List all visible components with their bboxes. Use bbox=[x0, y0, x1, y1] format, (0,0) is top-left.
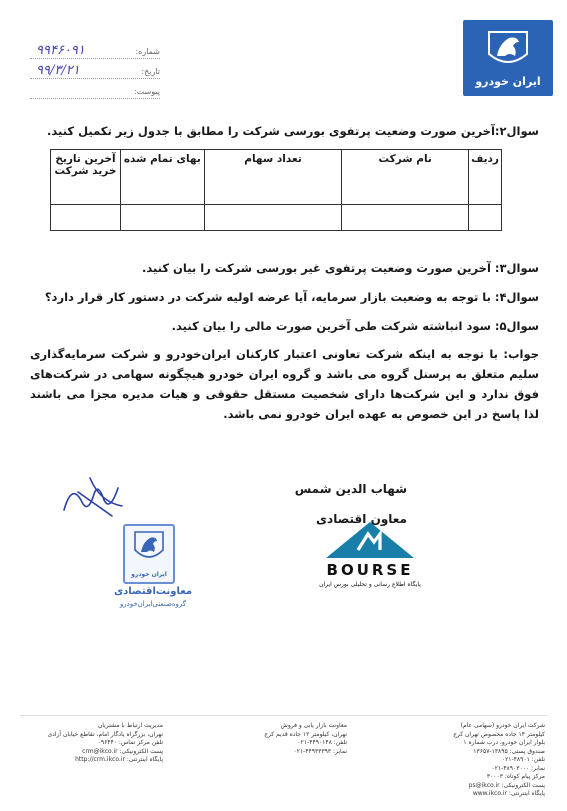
footer-divider bbox=[20, 715, 547, 716]
letter-date-value: ۹۹/۳/۲۱ bbox=[36, 63, 80, 78]
table-header-cell: نام شرکت bbox=[342, 150, 469, 205]
answer-paragraph: جواب: با توجه به اینکه شرکت تعاونی اعتبار کارکنان ایران‌خودرو و شرکت سرمایه‌گذاری سلیم متعلق به پرسنل گروه می باشد و گروه ایران خودرو هیچگونه سهامی در شرکت‌های فوق ندارد و این شرکت‌ها دارای شخصیت مستقل حقوقی و هیات مدیره مجزا می باشند لذا پاسخ در این خصوص به عهده ایران خودرو نمی باشد. bbox=[30, 347, 539, 421]
footer-sales bbox=[235, 722, 347, 802]
footer-line: کیلومتر ۱۴ جاده مخصوص تهران کرج bbox=[453, 730, 545, 738]
table-cell bbox=[342, 205, 469, 231]
footer-crm bbox=[13, 722, 163, 802]
stamp-logo-text: ایران خودرو bbox=[131, 571, 167, 578]
letter-number-label: شماره: bbox=[135, 47, 160, 56]
bourse-tagline: پایگاه اطلاع رسانی و تحلیلی بورس ایران bbox=[319, 581, 421, 588]
stamp-logo bbox=[123, 524, 175, 584]
footer-line: تهران، کیلومتر ۱۲ جاده قدیم کرج bbox=[264, 730, 347, 738]
footer-line: نمابر: ۴۴۹۳۳۳۹۳-۰۲۱ bbox=[293, 747, 347, 755]
table-cell bbox=[51, 205, 121, 231]
footer-line: مرکز پیام کوتاه: ۳۰۰۰۳ bbox=[486, 773, 545, 780]
footer-line: تلفن: ۴۸۹۰۱-۰۲۱ bbox=[501, 756, 545, 763]
portfolio-table bbox=[50, 149, 502, 231]
footer-line: نمابر: ۴۸۹۰۳۰۰۰-۰۲۱ bbox=[491, 764, 545, 772]
table-header-cell: بهای تمام شده bbox=[120, 150, 204, 205]
question-4: سوال۴: با توجه به وضعیت بازار سرمایه، آیا عرضه اولیه شرکت در دستور کار قرار دارد؟ bbox=[44, 290, 539, 304]
question-2: سوال۲:آخرین صورت وضعیت پرتفوی بورسی شرکت را مطابق با جدول زیر تکمیل کنید. bbox=[47, 124, 539, 138]
footer-line: مدیریت ارتباط با مشتریان bbox=[97, 722, 163, 729]
footer-line: شرکت ایران خودرو (سهامی عام) bbox=[460, 722, 545, 729]
letter-date-label: تاریخ: bbox=[141, 67, 160, 76]
company-logo bbox=[463, 20, 553, 96]
footer-line: بلوار ایران خودرو، درب شماره ۱ bbox=[463, 739, 545, 746]
letter-date-row bbox=[30, 62, 160, 79]
footer-line: پایگاه اینترنتی: http://crm.ikco.ir bbox=[75, 756, 163, 763]
table-header-cell: تعداد سهام bbox=[204, 150, 342, 205]
logo-text: ایران خودرو bbox=[475, 75, 541, 88]
table-cell bbox=[469, 205, 502, 231]
footer-line: تهران، بزرگراه یادگار امام، تقاطع خیابان آزادی bbox=[47, 730, 163, 738]
question-5: سوال۵: سود انباشته شرکت طی آخرین صورت مالی را بیان کنید. bbox=[171, 319, 539, 333]
table-header-cell: ردیف bbox=[469, 150, 502, 205]
signatory-name: شهاب الدین شمس bbox=[294, 482, 407, 496]
horse-head-icon bbox=[133, 530, 165, 566]
table-header-row bbox=[51, 150, 502, 205]
signatory-title: معاون اقتصادی bbox=[316, 512, 407, 526]
letter-attachment-label: پیوست: bbox=[133, 87, 160, 96]
horse-head-icon bbox=[485, 28, 531, 70]
table-row bbox=[51, 205, 502, 231]
letter-number-row bbox=[30, 42, 160, 59]
footer-line: پایگاه اینترنتی: www.ikco.ir bbox=[472, 790, 545, 797]
table-cell bbox=[120, 205, 204, 231]
letter-meta bbox=[30, 42, 160, 102]
footer-line: پست الکترونیکی: crm@ikco.ir bbox=[82, 747, 163, 755]
letter-number-value: ۹۹۴۶۰۹۱ bbox=[36, 43, 85, 58]
footer-line: معاونت بازار یابی و فروش bbox=[280, 722, 347, 729]
handwritten-signature bbox=[60, 472, 130, 522]
bourse-triangle-icon bbox=[322, 520, 418, 560]
stamp-group-name: گروه‌صنعتی‌ایران‌خودرو bbox=[119, 600, 187, 608]
bourse-logo bbox=[300, 520, 440, 588]
footer-line: صندوق پستی: ۱۳۸۹۵-۱۳۶۵۷ bbox=[473, 747, 545, 755]
footer-headquarters bbox=[427, 722, 545, 802]
footer-line: تلفن: ۴۴۹۰۱۴۸-۰۲۱ bbox=[297, 739, 347, 746]
footer-line: تلفن مرکز تماس: ۰۹۶۴۴۰ bbox=[97, 739, 163, 746]
stamp-department: معاونت‌اقتصادی bbox=[113, 586, 193, 597]
table-cell bbox=[204, 205, 342, 231]
question-3: سوال۳: آخرین صورت وضعیت پرتفوی غیر بورسی شرکت را بیان کنید. bbox=[141, 261, 539, 275]
letter-attachment-row bbox=[30, 82, 160, 99]
table-header-cell: آخرین تاریخ خرید شرکت bbox=[51, 150, 121, 205]
bourse-name: BOURSE bbox=[326, 561, 414, 579]
footer-line: پست الکترونیکی: ps@ikco.ir bbox=[468, 781, 545, 789]
